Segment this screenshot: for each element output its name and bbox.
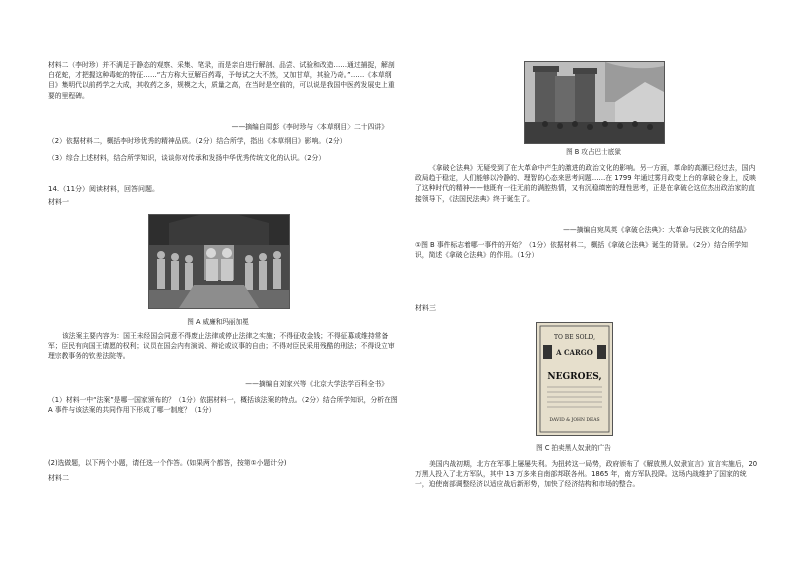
poster-line-1: TO BE SOLD, (553, 334, 596, 341)
material1-label: 材料一 (48, 198, 69, 206)
question-napoleonic-code: ①图 B 事件标志着哪一事件的开始？（1分）依据材料二，概括《拿破仑法典》诞生的背景。（2分）结合所学知识，简述《拿破仑法典》的作用。（1分） (415, 241, 748, 260)
poster-line-4: DAVID & JOHN DEAS (549, 418, 600, 423)
poster-line-3: NEGROES, (547, 372, 602, 382)
civil-war-text: 美国内战初期，北方在军事上屡屡失利。为扭转这一局势，政府颁布了《解放黑人奴隶宣言》宣言实施后，20 万黑人投入了北方军队，其中 13 万多来自南部邦联各州。1865 年，南方军队投降。这场内战维护了国家的统一，迫使南部调整经济以适应战后新形势，加快了经济结构和市场的整合。 (415, 460, 758, 489)
material2-label-left: 材料二 (48, 474, 69, 482)
figure-a-caption: 图 A 威廉和玛丽加冕 (187, 318, 249, 326)
question-1: （1）材料一中“法案”是哪一国家颁布的？（1分）依据材料一，概括该法案的特点。（2分）结合所学知识，分析在图 A 事件与该法案的共同作用下形成了哪一制度？（1分） (48, 396, 398, 415)
material2-paragraph: 材料二（李时珍）并不满足于静态的观察、采集、笔录，而是亲自进行解剖、品尝、试验和改造……通过捕捉，解剖白花蛇，才把握这种毒蛇的特征……“古方称大豆解百药毒，予每试之大不然，又加甘草，其验乃奇。”……《本草纲目》集明代以前药学之大成，其收药之多，规模之大，质量之高，在当时是空前的，可以说是我国中医药发展史上重要的里程碑。 (48, 61, 395, 100)
elective-instruction: (2)选做题，以下两个小题，请任选一个作答。(如果两个都答，按第①小题计分) (48, 459, 287, 467)
slave-auction-poster-image (536, 322, 613, 436)
napoleonic-code-source: ——摘编自宛凤英《拿破仑法典》：大革命与民族文化的结晶》 (563, 226, 750, 234)
material3-label: 材料三 (415, 304, 436, 312)
figure-b-caption: 图 B 攻占巴士底狱 (566, 148, 621, 156)
question-14-heading: 14.（11分）阅读材料，回答问题。 (48, 185, 160, 193)
poster-line-2: A CARGO (556, 348, 593, 357)
coronation-engraving-image (148, 214, 290, 309)
figure-c-caption: 图 C 拍卖黑人奴隶的广告 (536, 444, 611, 452)
storming-of-bastille-image (524, 61, 665, 144)
question-2: （2）依据材料二，概括李时珍优秀的精神品质。（2分）结合所学，指出《本草纲目》影响。（2分） (48, 137, 347, 145)
material2-source: ——摘编自周彭《李时珍与〈本草纲目〉二十四讲》 (231, 123, 388, 131)
bill-of-rights-source: ——摘编自刘家兴等《北京大学法学百科全书》 (245, 380, 388, 388)
napoleonic-code-text: 《拿破仑法典》无疑受到了在大革命中产生的激进的政治文化的影响。另一方面，革命的高潮已经过去，国内政局趋于稳定，人们能够以冷静的、理智的心态来思考问题……在 1799 年通过雾月政变上台的拿破仑身上，反映了这种时代的精神——他既有一往无前的满腔热情，又有沉稳缜密的理性思考，正是在拿破仑这位杰出政治家的直接领导下，《法国民法典》终于诞生了。 (415, 164, 757, 203)
bill-of-rights-text: 该法案主要内容为：国王未经国会同意不得废止法律或停止法律之实施；不得征收金钱；不得征募或维持常备军；臣民有向国王请愿的权利；议员在国会内有演说、辩论或议事的自由；不得对臣民采用残酷的刑法；不得设立审理宗教事务的钦差法院等。 (48, 332, 395, 361)
question-3: （3）综合上述材料，结合所学知识，谈谈你对传承和发扬中华优秀传统文化的认识。（2分） (48, 154, 326, 162)
